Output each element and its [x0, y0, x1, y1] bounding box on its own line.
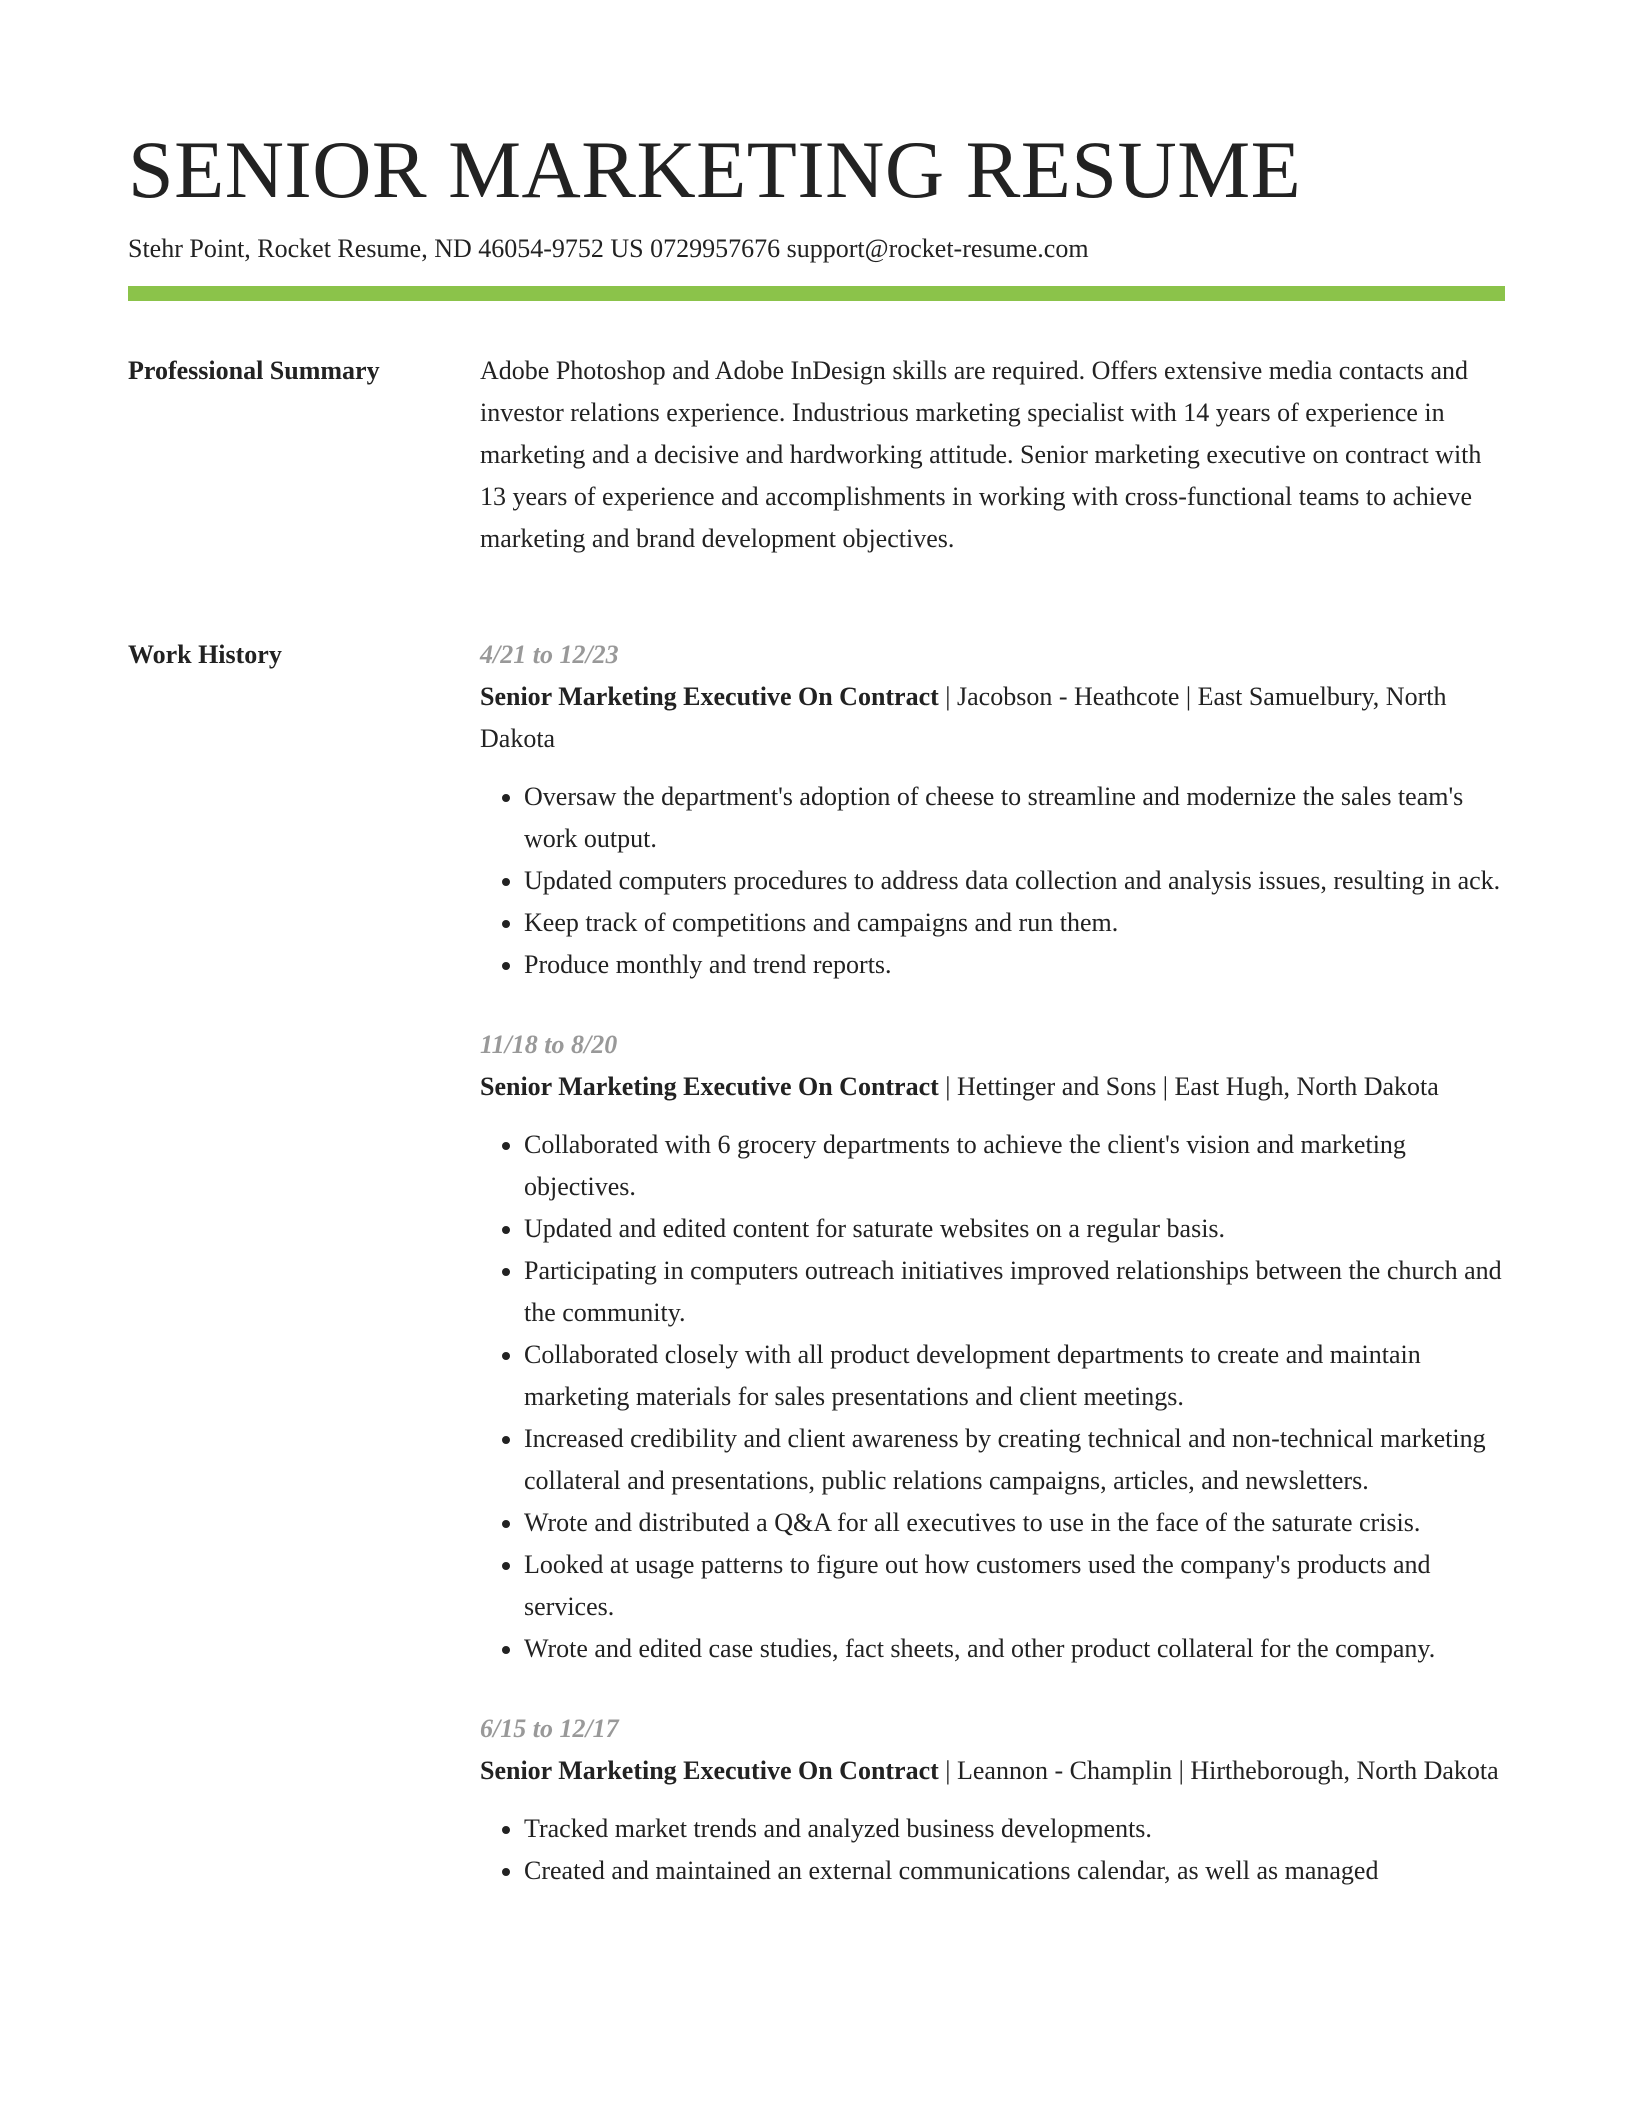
summary-section	[480, 350, 1505, 560]
job-details: | Jacobson - Heathcote | East Samuelbury, North Dakota	[480, 682, 1447, 753]
job-bullet-list	[480, 1124, 1505, 1670]
job-title: Senior Marketing Executive On Contract	[480, 1756, 939, 1785]
job-bullet: • Updated and edited content for saturate websites on a regular basis.	[524, 1208, 1505, 1250]
job-bullet: • Oversaw the department's adoption of cheese to streamline and modernize the sales team's work output.	[524, 776, 1505, 860]
job-dates: 11/18 to 8/20	[480, 1030, 618, 1059]
job-bullet: • Collaborated closely with all product development departments to create and maintain marketing materials for sales presentations and client meetings.	[524, 1334, 1505, 1418]
job-bullet: • Looked at usage patterns to figure out how customers used the company's products and services.	[524, 1544, 1505, 1628]
job-title: Senior Marketing Executive On Contract	[480, 682, 939, 711]
job-bullet-list	[480, 776, 1505, 986]
header-divider	[128, 286, 1505, 301]
job-bullet: • Updated computers procedures to address data collection and analysis issues, resulting in ack.	[524, 860, 1505, 902]
summary-label: Professional Summary	[128, 356, 380, 385]
job-bullet: • Tracked market trends and analyzed business developments.	[524, 1808, 1505, 1850]
job-bullet: • Participating in computers outreach initiatives improved relationships between the church and the community.	[524, 1250, 1505, 1334]
resume-title: SENIOR MARKETING RESUME	[128, 124, 1302, 215]
job-heading	[480, 1066, 1505, 1108]
job-details: | Leannon - Champlin | Hirtheborough, North Dakota	[938, 1756, 1499, 1785]
summary-text: Adobe Photoshop and Adobe InDesign skills are required. Offers extensive media contacts and investor relations experience. Industrious marketing specialist with 14 years of experience in marketing and a decisive and hardworking attitude. Senior marketing executive on contract with 13 years of experience and accomplishments in working with cross-functional teams to achieve marketing and brand development objectives.	[480, 356, 1482, 553]
job-heading	[480, 676, 1505, 760]
job-heading	[480, 1750, 1505, 1792]
job-entry	[480, 1024, 1505, 1670]
job-bullet: • Wrote and distributed a Q&A for all executives to use in the face of the saturate crisis.	[524, 1502, 1505, 1544]
job-bullet: • Produce monthly and trend reports.	[524, 944, 1505, 986]
job-bullet: • Keep track of competitions and campaigns and run them.	[524, 902, 1505, 944]
job-bullet: • Increased credibility and client awareness by creating technical and non-technical marketing collateral and presentations, public relations campaigns, articles, and newsletters.	[524, 1418, 1505, 1502]
work-history-section	[480, 634, 1505, 1930]
job-bullet: • Created and maintained an external communications calendar, as well as managed	[524, 1850, 1505, 1892]
job-dates: 4/21 to 12/23	[480, 640, 619, 669]
job-bullet-list	[480, 1808, 1505, 1892]
job-entry	[480, 634, 1505, 986]
job-bullet: • Wrote and edited case studies, fact sheets, and other product collateral for the company.	[524, 1628, 1505, 1670]
contact-line: Stehr Point, Rocket Resume, ND 46054-9752 US 0729957676 support@rocket-resume.com	[128, 234, 1089, 263]
job-dates: 6/15 to 12/17	[480, 1714, 619, 1743]
job-details: | Hettinger and Sons | East Hugh, North Dakota	[938, 1072, 1439, 1101]
job-entry	[480, 1708, 1505, 1892]
work-history-label: Work History	[128, 640, 282, 669]
job-bullet: • Collaborated with 6 grocery departments to achieve the client's vision and marketing objectives.	[524, 1124, 1505, 1208]
job-title: Senior Marketing Executive On Contract	[480, 1072, 939, 1101]
